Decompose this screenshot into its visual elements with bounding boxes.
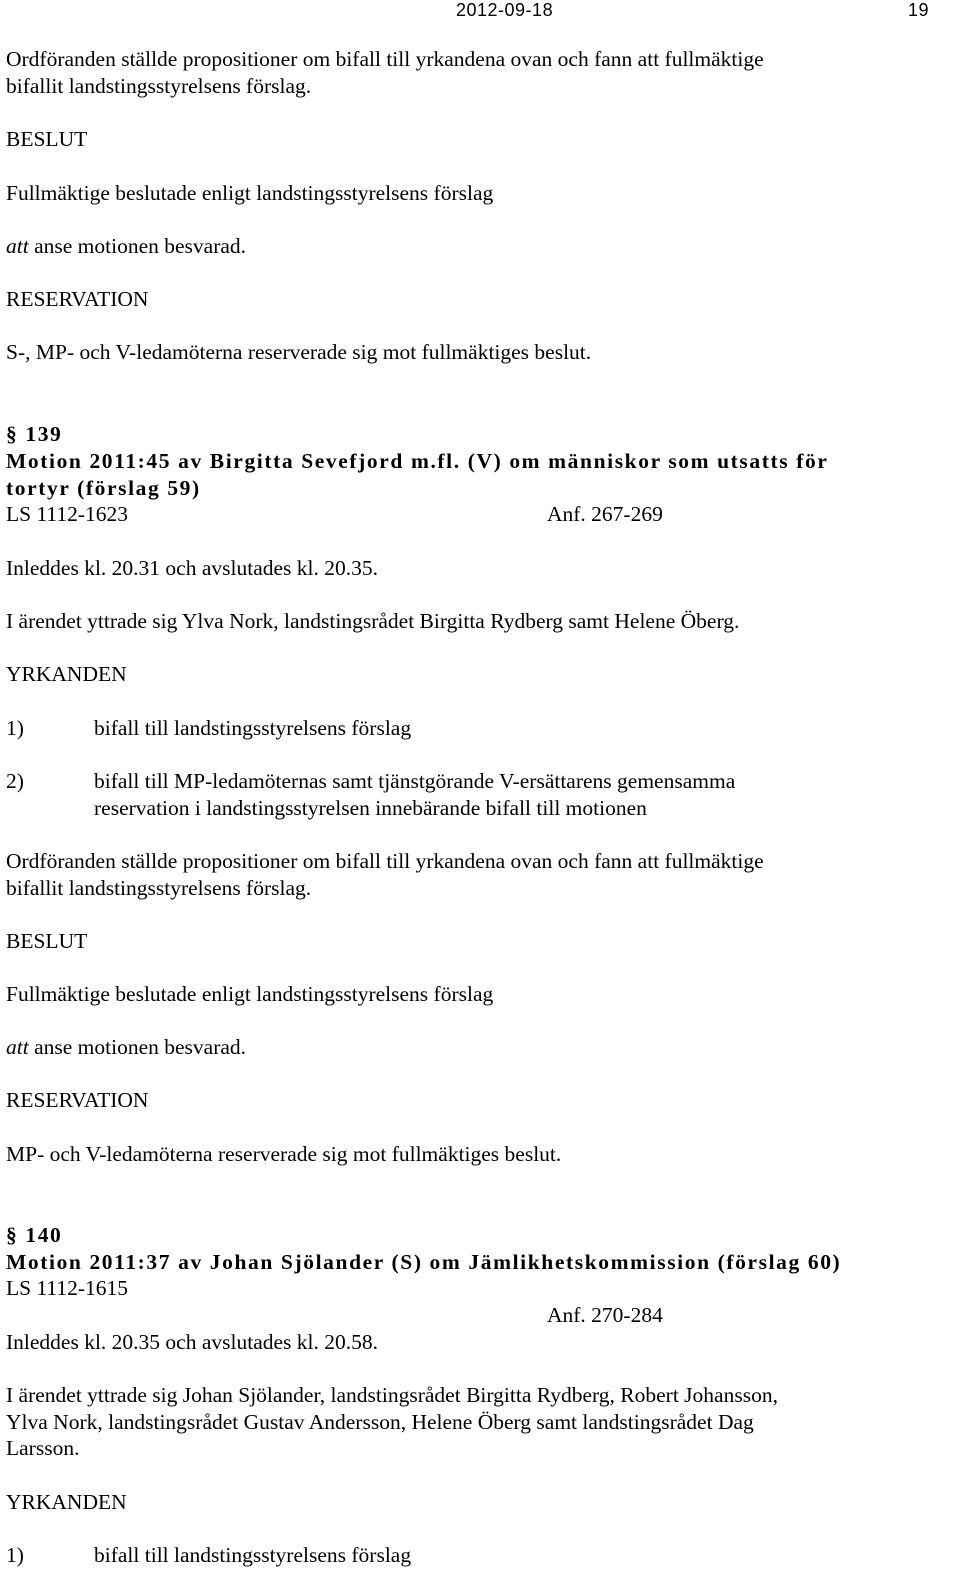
section-139-ls-ref: LS 1112-1623 [6, 502, 129, 526]
section-139-title-line-2: tortyr (förslag 59) [6, 476, 201, 500]
section-139-yrkande-2-cont: reservation i landstingsstyrelsen innebärande bifall till motionen [94, 796, 647, 820]
reservation-heading: RESERVATION [6, 287, 149, 311]
section-139-reservation-text: MP- och V-ledamöterna reserverade sig mot fullmäktiges beslut. [6, 1142, 562, 1166]
decision-text-line-2: bifallit landstingsstyrelsens förslag. [6, 74, 312, 98]
section-140-ls-ref: LS 1112-1615 [6, 1276, 129, 1300]
section-139-reservation-heading: RESERVATION [6, 1088, 149, 1112]
section-139-beslut-heading: BESLUT [6, 929, 88, 953]
att-rest: anse motionen besvarad. [28, 1035, 247, 1059]
section-140-title: Motion 2011:37 av Johan Sjölander (S) om Jämlikhetskommission (förslag 60) [6, 1250, 842, 1274]
section-139-anf: Anf. 267-269 [547, 502, 663, 526]
section-140-yrkanden-heading: YRKANDEN [6, 1490, 127, 1514]
section-139-speakers: I ärendet yttrade sig Ylva Nork, landstingsrådet Birgitta Rydberg samt Helene Öberg. [6, 609, 740, 633]
reservation-text: S-, MP- och V-ledamöterna reserverade sig mot fullmäktiges beslut. [6, 340, 592, 364]
section-140-speakers-line-3: Larsson. [6, 1436, 80, 1460]
section-number: 140 [25, 1223, 63, 1247]
att-clause [6, 233, 246, 260]
section-140-timing: Inleddes kl. 20.35 och avslutades kl. 20.58. [6, 1330, 379, 1354]
section-139-timing: Inleddes kl. 20.31 och avslutades kl. 20.35. [6, 556, 379, 580]
section-139-title-line-1: Motion 2011:45 av Birgitta Sevefjord m.fl. (V) om människor som utsatts för [6, 449, 829, 473]
yrkande-text: bifall till landstingsstyrelsens förslag [94, 1543, 412, 1567]
section-139-yrkanden-heading: YRKANDEN [6, 662, 127, 686]
section-139-number [6, 421, 62, 448]
att-word: att [6, 1035, 29, 1059]
section-139-beslut-text: Fullmäktige beslutade enligt landstingsstyrelsens förslag [6, 982, 494, 1006]
section-140-anf: Anf. 270-284 [547, 1303, 663, 1327]
yrkande-number: 2) [6, 769, 24, 793]
section-140-speakers-line-2: Ylva Nork, landstingsrådet Gustav Andersson, Helene Öberg samt landstingsrådet Dag [6, 1410, 754, 1434]
section-number: 139 [25, 422, 63, 446]
yrkande-number: 1) [6, 1543, 24, 1567]
beslut-text: Fullmäktige beslutade enligt landstingsstyrelsens förslag [6, 181, 494, 205]
section-140-number [6, 1222, 62, 1249]
section-140-yrkande-1 [6, 1542, 411, 1569]
page-number: 19 [908, 0, 930, 20]
yrkande-text: bifall till landstingsstyrelsens förslag [94, 716, 412, 740]
section-sign: § [6, 422, 19, 446]
att-rest: anse motionen besvarad. [28, 234, 247, 258]
section-139-yrkande-1 [6, 715, 411, 742]
section-139-decision-line-1: Ordföranden ställde propositioner om bifall till yrkandena ovan och fann att fullmäktige [6, 849, 764, 873]
section-139-yrkande-2 [6, 768, 735, 795]
section-139-att-clause [6, 1034, 246, 1061]
yrkande-text: bifall till MP-ledamöternas samt tjänstgörande V-ersättarens gemensamma [94, 769, 736, 793]
document-date: 2012-09-18 [456, 0, 554, 20]
section-140-speakers-line-1: I ärendet yttrade sig Johan Sjölander, landstingsrådet Birgitta Rydberg, Robert Johansson, [6, 1383, 778, 1407]
beslut-heading: BESLUT [6, 127, 88, 151]
yrkande-number: 1) [6, 716, 24, 740]
section-sign: § [6, 1223, 19, 1247]
att-word: att [6, 234, 29, 258]
decision-text-line-1: Ordföranden ställde propositioner om bifall till yrkandena ovan och fann att fullmäktige [6, 47, 764, 71]
section-139-decision-line-2: bifallit landstingsstyrelsens förslag. [6, 876, 312, 900]
